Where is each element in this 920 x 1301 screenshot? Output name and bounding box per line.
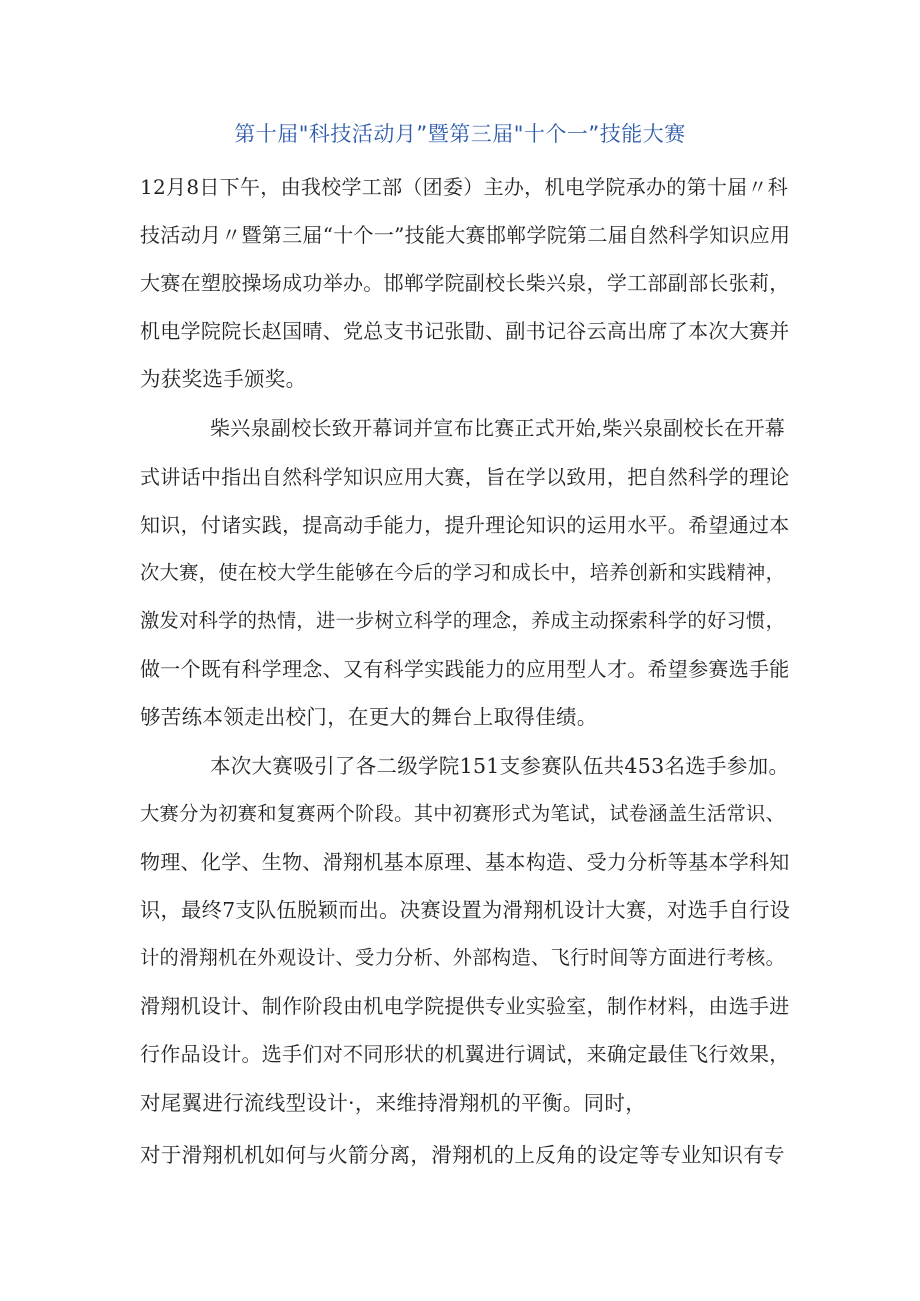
paragraph-line: 知识，付诸实践，提高动手能力，提升理论知识的运用水平。希望通过本 — [140, 513, 790, 537]
paragraph-line: 本次大赛吸引了各二级学院151支参赛队伍共453名选手参加。 — [210, 754, 790, 778]
paragraph-line: 行作品设计。选手们对不同形状的机翼进行调试，来确定最佳飞行效果， — [140, 1042, 790, 1066]
paragraph-line: 计的滑翔机在外观设计、受力分析、外部构造、飞行时间等方面进行考核。 — [140, 946, 786, 969]
paragraph-line: 对尾翼进行流线型设计·，来维持滑翔机的平衡。同时， — [140, 1091, 647, 1115]
paragraph-line: 滑翔机设计、制作阶段由机电学院提供专业实验室，制作材料，由选手进 — [140, 994, 790, 1018]
paragraph-line: 机电学院院长赵国晴、党总支书记张勖、副书记谷云高出席了本次大赛并 — [140, 319, 790, 343]
paragraph-line: 技活动月〃暨第三届“十个一”技能大赛邯郸学院第二届自然科学知识应用 — [140, 223, 791, 247]
paragraph-line: 做一个既有科学理念、又有科学实践能力的应用型人才。希望参赛选手能 — [140, 657, 790, 681]
document-title: 第十届"科技活动月”暨第三届"十个一”技能大赛 — [234, 122, 686, 146]
paragraph-line: 识，最终7支队伍脱颖而出。决赛设置为滑翔机设计大赛，对选手自行设 — [140, 898, 791, 922]
paragraph-line: 够苦练本领走出校门，在更大的舞台上取得佳绩。 — [140, 705, 598, 729]
paragraph-line: 大赛在塑胶操场成功举办。邯郸学院副校长柴兴泉，学工部副部长张莉， — [140, 271, 790, 295]
paragraph-line: 式讲话中指出自然科学知识应用大赛，旨在学以致用，把自然科学的理论 — [140, 465, 790, 489]
paragraph-line: 激发对科学的热情，进一步树立科学的理念，养成主动探索科学的好习惯， — [140, 609, 786, 632]
paragraph-line: 大赛分为初赛和复赛两个阶段。其中初赛形式为笔试，试卷涵盖生活常识、 — [140, 802, 786, 825]
paragraph-line: 物理、化学、生物、滑翔机基本原理、基本构造、受力分析等基本学科知 — [140, 850, 790, 874]
paragraph-line: 为获奖选手颁奖。 — [140, 367, 307, 391]
paragraph-line: 柴兴泉副校长致开幕词并宣布比赛正式开始,柴兴泉副校长在开幕 — [210, 416, 786, 440]
paragraph-line: 对于滑翔机机如何与火箭分离，滑翔机的上反角的设定等专业知识有专 — [140, 1143, 785, 1167]
paragraph-line: 次大赛，使在校大学生能够在今后的学习和成长中，培养创新和实践精神， — [140, 561, 786, 584]
paragraph-line: 12月8日下午，由我校学工部（团委）主办，机电学院承办的第十届〃科 — [140, 175, 789, 199]
